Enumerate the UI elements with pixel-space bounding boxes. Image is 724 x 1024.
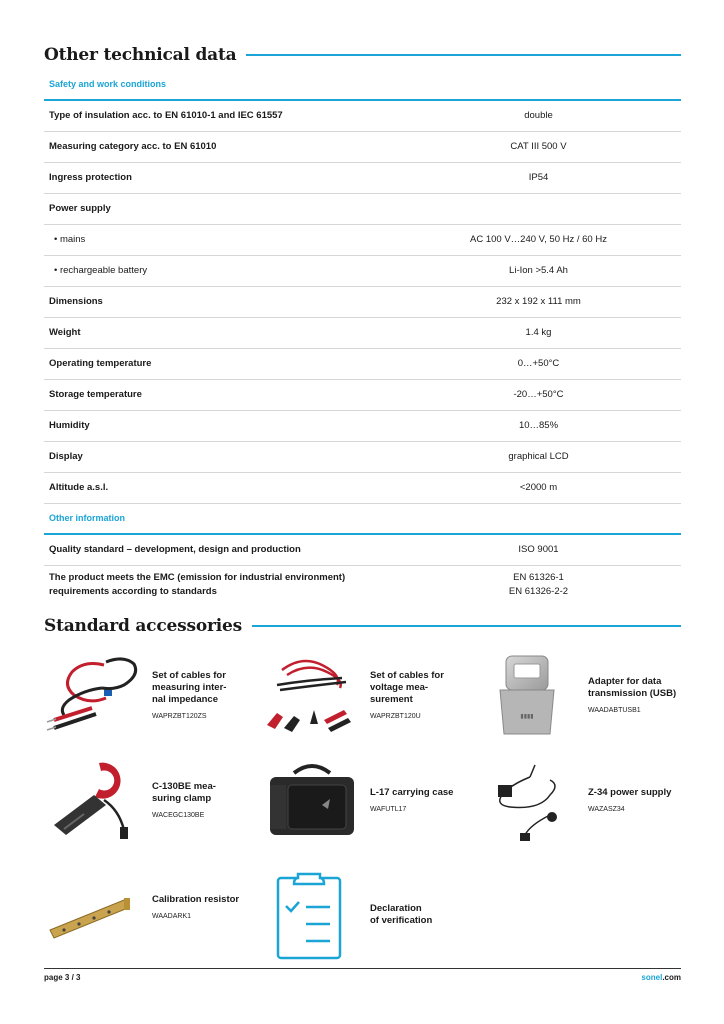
spec-label: Dimensions <box>44 286 396 317</box>
spec-value: -20…+50°C <box>396 379 681 410</box>
table-row <box>44 410 681 441</box>
spec-label: Humidity <box>44 410 396 441</box>
accessory-item <box>262 870 465 960</box>
accessory-name: Calibration resistor <box>152 894 240 905</box>
accessory-code: WAADABTUSB1 <box>588 707 641 714</box>
table-row <box>44 131 681 162</box>
spec-label: Weight <box>44 317 396 348</box>
spec-label: Type of insulation acc. to EN 61010-1 and IEC 61557 <box>44 100 396 131</box>
spec-value: graphical LCD <box>396 441 681 472</box>
spec-value: 1.4 kg <box>396 317 681 348</box>
table-row <box>44 193 681 224</box>
carrying-bag-icon <box>262 755 362 845</box>
table-row <box>44 100 681 131</box>
accessory-item <box>262 650 465 740</box>
accessory-name: Z-34 power supply <box>588 787 672 798</box>
heading-rule <box>252 625 681 627</box>
table-row <box>44 379 681 410</box>
svg-text:▮▮▮▮: ▮▮▮▮ <box>520 713 534 720</box>
page-number: page 3 / 3 <box>44 973 81 982</box>
clamp-meter-icon <box>44 755 144 845</box>
section-heading-accessories <box>44 616 681 636</box>
section-title: Other technical data <box>44 45 237 65</box>
accessory-name: Declaration of verification <box>370 903 433 926</box>
table-row <box>44 534 681 565</box>
accessory-name: C-130BE mea- suring clamp <box>152 781 216 804</box>
table-row <box>44 286 681 317</box>
spec-label: • mains <box>44 224 396 255</box>
spec-value: Li-Ion >5.4 Ah <box>396 255 681 286</box>
test-cables-icon <box>44 650 144 740</box>
table-row <box>44 162 681 193</box>
spec-value: ISO 9001 <box>396 534 681 565</box>
spec-label: The product meets the EMC (emission for industrial environment) requirements according to standards <box>49 572 346 598</box>
table-row <box>44 565 681 605</box>
brand-link[interactable]: sonel.com <box>641 973 681 982</box>
table-row <box>44 224 681 255</box>
section-title: Standard accessories <box>44 616 242 636</box>
spec-label: Display <box>44 441 396 472</box>
table-group-header <box>44 503 681 534</box>
spec-value: 10…85% <box>396 410 681 441</box>
section-heading-technical <box>44 45 681 65</box>
accessory-item <box>262 755 465 845</box>
spec-value <box>396 193 681 224</box>
spec-label: Quality standard – development, design and production <box>44 534 396 565</box>
spec-label: Altitude a.s.l. <box>44 472 396 503</box>
spec-label: Storage temperature <box>44 379 396 410</box>
spec-label: • rechargeable battery <box>44 255 396 286</box>
table-row <box>44 472 681 503</box>
accessory-item <box>44 650 247 740</box>
accessory-code: WAPRZBT120ZS <box>152 713 207 720</box>
table-group-header <box>44 69 681 100</box>
accessory-name: Set of cables for measuring inter- nal impedance <box>152 670 227 705</box>
spec-value: double <box>396 100 681 131</box>
accessory-code: WAPRZBT120U <box>370 713 421 720</box>
clipboard-checklist-icon <box>262 870 362 960</box>
spec-label: Operating temperature <box>44 348 396 379</box>
accessory-item <box>44 862 247 952</box>
accessory-item <box>44 755 247 845</box>
accessory-name: Set of cables for voltage mea- surement <box>370 670 444 705</box>
spec-value: 0…+50°C <box>396 348 681 379</box>
table-row <box>44 317 681 348</box>
accessory-name: Adapter for data transmission (USB) <box>588 676 677 699</box>
spec-label: Ingress protection <box>44 162 396 193</box>
group-label: Safety and work conditions <box>44 69 681 100</box>
table-row <box>44 348 681 379</box>
technical-data-table <box>44 69 681 605</box>
accessory-item <box>480 650 683 740</box>
power-supply-icon <box>480 755 580 845</box>
spec-value: 232 x 192 x 111 mm <box>396 286 681 317</box>
spec-value: AC 100 V…240 V, 50 Hz / 60 Hz <box>396 224 681 255</box>
heading-rule <box>246 54 681 56</box>
accessory-name: L-17 carrying case <box>370 787 454 798</box>
accessory-code: WAADARK1 <box>152 913 192 920</box>
spec-value: CAT III 500 V <box>396 131 681 162</box>
group-label: Other information <box>44 503 681 534</box>
spec-value: IP54 <box>396 162 681 193</box>
test-leads-icon <box>262 650 362 740</box>
accessory-code: WACEGC130BE <box>152 812 205 819</box>
accessory-code: WAZASZ34 <box>588 806 625 813</box>
calibration-resistor-icon <box>44 862 144 952</box>
spec-value: <2000 m <box>396 472 681 503</box>
accessory-code: WAFUTL17 <box>370 806 407 813</box>
table-row <box>44 441 681 472</box>
spec-label: Power supply <box>44 193 396 224</box>
page-footer <box>44 968 681 982</box>
usb-adapter-icon <box>480 650 580 740</box>
spec-value: EN 61326-1 EN 61326-2-2 <box>508 572 569 598</box>
table-row <box>44 255 681 286</box>
accessory-item <box>480 755 683 845</box>
spec-label: Measuring category acc. to EN 61010 <box>44 131 396 162</box>
